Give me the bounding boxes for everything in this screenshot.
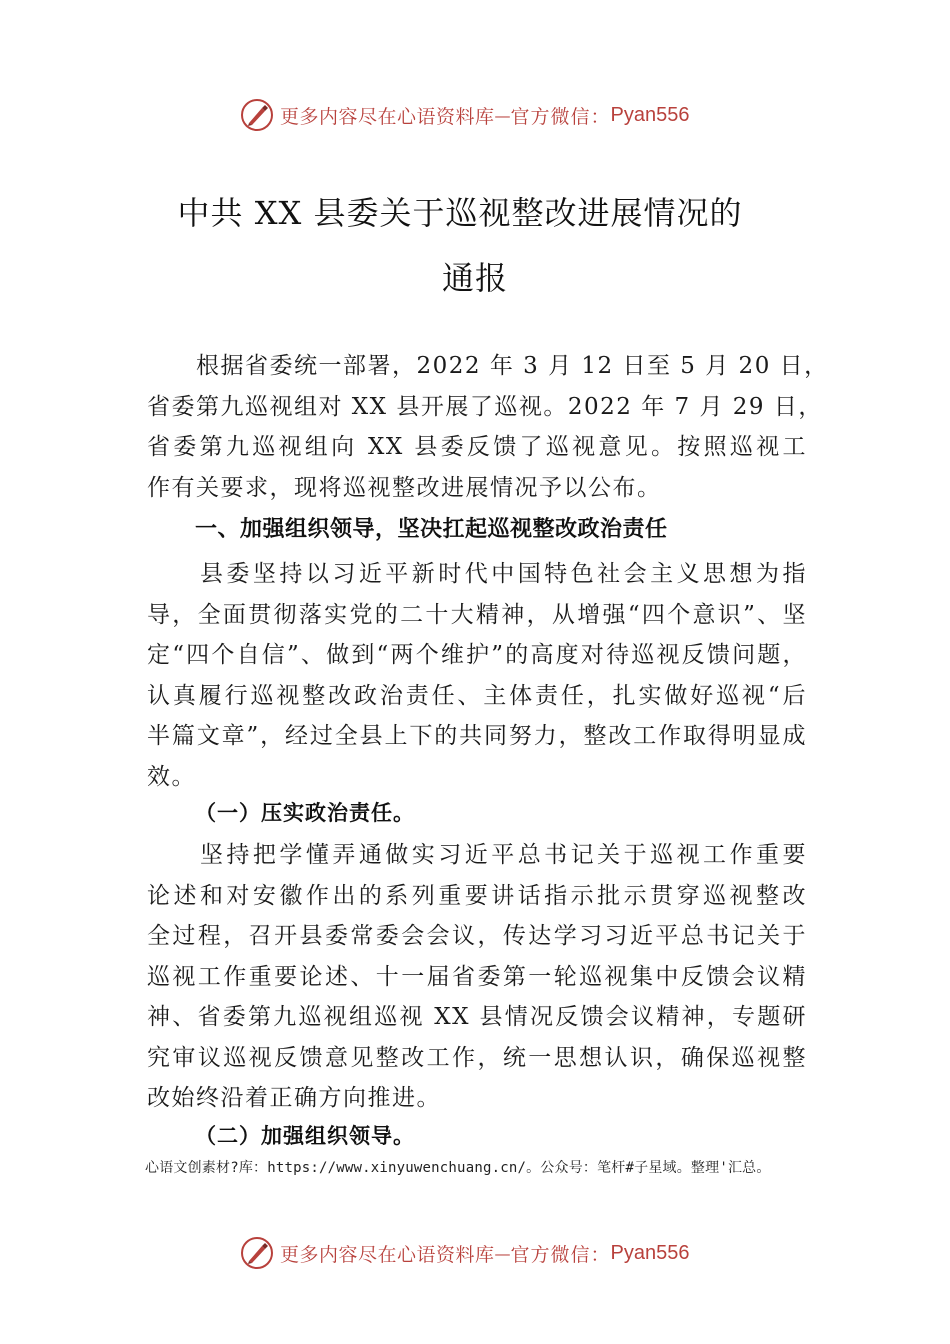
- watermark-brand: 更多内容尽在心语资料库: [280, 1243, 495, 1266]
- watermark-bottom: [240, 1233, 740, 1273]
- text-line: 省委第九巡视组向 XX 县委反馈了巡视意见。按照巡视工: [147, 434, 807, 460]
- subsection1-heading: （一）压实政治责任。: [195, 800, 415, 825]
- document-title-line2: 通报: [441, 259, 508, 297]
- section1-heading: 一、加强组织领导，坚决扛起巡视整改政治责任: [195, 517, 668, 542]
- subsection2-heading: （二）加强组织领导。: [195, 1123, 415, 1148]
- text-line: 作有关要求，现将巡视整改进展情况予以公布。: [147, 474, 662, 501]
- text-line: 改始终沿着正确方向推进。: [147, 1085, 441, 1111]
- subsection1-paragraph: [147, 835, 807, 1119]
- watermark-brand: 更多内容尽在心语资料库: [280, 105, 495, 128]
- text-line: 县委坚持以习近平新时代中国特色社会主义思想为指: [147, 561, 807, 587]
- watermark-wechat-label: 官方微信：: [510, 1243, 611, 1266]
- watermark-wechat-id: Pyan556: [610, 103, 690, 126]
- watermark-separator: —: [494, 105, 511, 125]
- section1-paragraph: [147, 554, 807, 797]
- text-line: 巡视工作重要论述、十一届省委第一轮巡视集中反馈会议精: [147, 963, 807, 990]
- watermark-wechat-label: 官方微信：: [510, 105, 611, 128]
- intro-paragraph: [147, 346, 829, 508]
- footer-source-note: 心语文创素材?库：https://www.xinyuwenchuang.cn/。公众号：笔杆#子星域。整理'汇总。: [145, 1160, 771, 1176]
- pen-logo-icon: [240, 1236, 274, 1270]
- text-line: 省委第九巡视组对 XX 县开展了巡视。2022 年 7 月 29 日，: [147, 393, 823, 420]
- document-title-line1: 中共 XX 县委关于巡视整改进展情况的: [177, 194, 743, 232]
- text-line: 导，全面贯彻落实党的二十大精神，从增强“四个意识”、坚: [147, 601, 807, 628]
- text-line: 神、省委第九巡视组巡视 XX 县情况反馈会议精神，专题研: [147, 1004, 807, 1030]
- watermark-top: [240, 95, 740, 135]
- pen-logo-icon: [240, 98, 274, 132]
- text-line: 定“四个自信”、做到“两个维护”的高度对待巡视反馈问题，: [147, 642, 807, 668]
- watermark-separator: —: [494, 1243, 511, 1263]
- text-line: 论述和对安徽作出的系列重要讲话指示批示贯穿巡视整改: [147, 882, 807, 909]
- text-line: 认真履行巡视整改政治责任、主体责任，扎实做好巡视“后: [147, 682, 807, 709]
- text-line: 究审议巡视反馈意见整改工作，统一思想认识，确保巡视整: [147, 1044, 807, 1071]
- watermark-wechat-id: Pyan556: [610, 1241, 690, 1264]
- text-line: 根据省委统一部署，2022 年 3 月 12 日至 5 月 20 日，: [147, 353, 829, 379]
- text-line: 效。: [147, 763, 196, 790]
- text-line: 全过程，召开县委常委会会议，传达学习习近平总书记关于: [147, 923, 807, 949]
- text-line: 坚持把学懂弄通做实习近平总书记关于巡视工作重要: [147, 842, 807, 868]
- text-line: 半篇文章”，经过全县上下的共同努力，整改工作取得明显成: [147, 723, 807, 749]
